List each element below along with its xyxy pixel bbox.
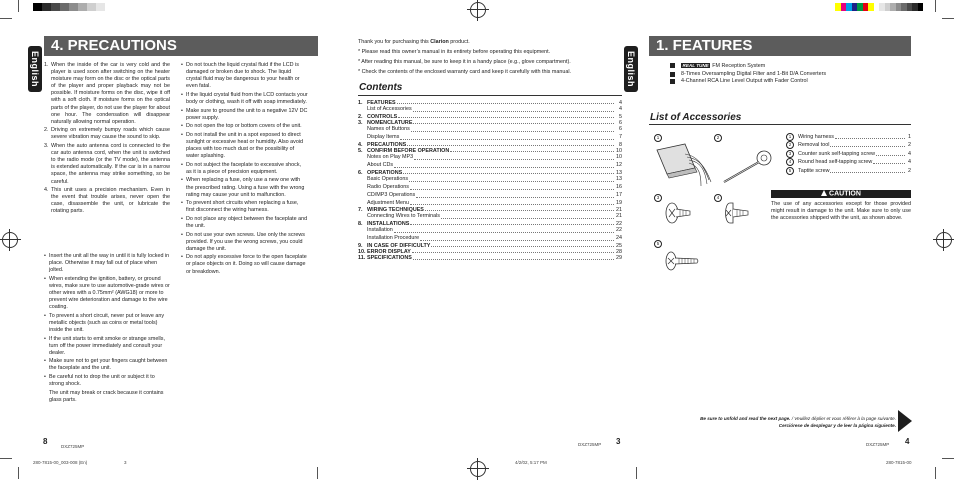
bullet-item — [181, 108, 308, 122]
crop-mark — [18, 0, 19, 12]
toc-number: 7. — [358, 207, 363, 214]
toc-number — [358, 126, 367, 134]
bullet-icon: • — [181, 131, 183, 138]
bullet-item — [181, 232, 308, 253]
toc-entry — [358, 162, 622, 170]
toc-label: WIRING TECHNIQUES — [367, 207, 424, 214]
accessory-number: 5 — [786, 167, 794, 175]
toc-label: Connecting Wires to Terminals — [367, 213, 441, 220]
contents-rule — [358, 95, 622, 96]
toc-number: 5. — [358, 148, 363, 155]
toc-number: 11. — [358, 255, 366, 262]
square-bullet-icon — [670, 63, 675, 68]
toc-label: CONFIRM BEFORE OPERATION — [367, 148, 450, 155]
toc-label: Names of Buttons — [367, 126, 410, 133]
toc-leader — [398, 114, 614, 118]
feature-text-wrap — [681, 71, 826, 79]
precaution-text: When the inside of the car is very cold and the player is used soon after switching on the heater moisture may form on the disc or the optical parts of the player and proper playback may not be possible. If moisture forms on the disc, wipe it off with a soft cloth. If moisture forms on the optical parts of the player, do not use the player for about one hour. The condensation will disappear naturally allowing normal operation. — [51, 62, 170, 125]
toc-page: 8 — [619, 141, 622, 148]
toc-entry — [358, 176, 622, 184]
accessory-number: 3 — [786, 150, 794, 158]
slug-right: 280-7815-00 — [886, 460, 912, 465]
warning-triangle-icon — [821, 190, 827, 196]
toc-entry — [358, 200, 622, 208]
crop-mark — [636, 467, 637, 479]
toc-number: 9. — [358, 243, 363, 250]
precaution-number: 4. — [44, 187, 49, 194]
center-page-number: 3 — [616, 437, 621, 446]
unfold-note — [640, 415, 896, 429]
toc-number: 8. — [358, 221, 363, 228]
bullet-item — [181, 216, 308, 230]
bullet-text: To prevent a short circuit, never put or leave any metallic objects (such as coins or metal tools) inside the unit. — [49, 312, 165, 333]
crop-mark — [935, 0, 936, 12]
toc-entry — [358, 154, 622, 162]
gray-swatch — [87, 3, 96, 11]
toc-number — [358, 235, 367, 243]
accessory-leader — [830, 141, 905, 147]
toc-leader — [413, 106, 614, 112]
precaution-number: 3. — [44, 143, 49, 150]
toc-number — [358, 184, 367, 192]
toc-page: 4 — [619, 100, 622, 106]
crop-mark — [942, 458, 954, 459]
accessory-qty: 2 — [908, 167, 911, 174]
bullet-text: Do not open the top or bottom covers of the unit. — [186, 123, 302, 130]
bullet-item — [181, 132, 308, 160]
intro-line-2: * After reading this manual, be sure to keep it in a handy place (e.g., glove compartment). — [358, 59, 571, 65]
round-head-screw-illustration — [722, 200, 750, 226]
caution-text: The use of any accessories except for those provided might result in damage to the unit. Make sure to only use the accessories shipped with the unit, as shown above. — [771, 201, 911, 222]
bullet-continuation: The unit may break or crack because it contains glass parts. — [49, 389, 164, 403]
feature-text-wrap — [681, 78, 808, 86]
crop-mark — [935, 467, 936, 479]
toc-leader — [397, 100, 614, 104]
feature-item — [670, 78, 910, 86]
accessory-qty: 4 — [908, 150, 911, 157]
accessory-item — [786, 150, 911, 158]
toc-page: 22 — [616, 227, 622, 234]
toc-number: 4. — [358, 141, 363, 148]
crop-mark — [18, 467, 19, 479]
intro-line-1: * Please read this owner’s manual in its entirety before operating this equipment. — [358, 49, 551, 55]
wiring-harness-illustration — [655, 140, 715, 188]
gray-swatch — [33, 3, 42, 11]
next-page-arrow-icon — [898, 410, 912, 432]
gray-swatch — [60, 3, 69, 11]
accessory-number-wrap — [786, 158, 798, 166]
gray-swatch — [96, 3, 105, 11]
features-title: 1. FEATURES — [649, 36, 911, 56]
toc-label: Display Items — [367, 134, 400, 141]
toc-label: Basic Operations — [367, 176, 409, 183]
accessory-label: Taptite screw — [798, 167, 830, 174]
bullet-icon: • — [44, 275, 46, 282]
toc-leader — [431, 243, 614, 247]
toc-leader — [410, 184, 614, 190]
accessory-number: 4 — [786, 158, 794, 166]
toc-page: 29 — [616, 255, 622, 262]
toc-page: 6 — [619, 126, 622, 133]
bullet-text: When replacing a fuse, only use a new one with the prescribed rating. Using a fuse with the wrong rating may cause your unit to malfunction. — [186, 177, 305, 198]
feature-item — [670, 62, 910, 71]
feature-text: FM Reception System — [712, 63, 766, 69]
toc-page: 21 — [616, 207, 622, 214]
toc-leader — [413, 255, 614, 259]
toc-number — [358, 227, 367, 235]
registration-mark-top — [470, 2, 486, 18]
callout-2: 2 — [714, 134, 722, 142]
toc-leader — [409, 176, 614, 182]
toc-page: 22 — [616, 221, 622, 228]
square-bullet-icon — [670, 79, 675, 84]
toc-label: IN CASE OF DIFFICULTY — [367, 243, 431, 250]
bullet-item — [181, 62, 308, 90]
precaution-number: 1. — [44, 62, 49, 68]
table-of-contents — [358, 100, 622, 262]
accessory-label: Removal tool — [798, 142, 830, 149]
accessory-number-wrap — [786, 141, 798, 149]
precautions-title: 4. PRECAUTIONS — [44, 36, 318, 56]
toc-label: List of Accessories — [367, 106, 412, 113]
toc-label: Adjustment Menu — [367, 199, 409, 206]
accessory-item — [786, 133, 911, 141]
toc-leader — [411, 126, 614, 132]
toc-leader — [410, 200, 614, 206]
realtune-logo: REAL TUNE — [682, 63, 709, 68]
english-language-tab-right: English — [624, 46, 638, 92]
gray-swatch — [51, 3, 60, 11]
bullet-item — [181, 177, 308, 198]
intro-thanks: Thank you for purchasing this Clarion product. — [358, 39, 470, 45]
bullet-icon: • — [181, 91, 183, 98]
intro-line-3: * Check the contents of the enclosed warranty card and keep it carefully with this manual. — [358, 69, 572, 75]
bullet-item — [181, 123, 308, 130]
countersunk-screw-illustration — [664, 200, 692, 226]
precaution-text: Driving on extremely bumpy roads which cause severe vibration may cause the sound to skip. — [51, 127, 170, 141]
registration-mark-left — [2, 232, 18, 248]
toc-entry — [358, 255, 622, 261]
accessory-qty: 2 — [908, 142, 911, 149]
toc-leader — [403, 170, 614, 174]
toc-entry — [358, 106, 622, 114]
callout-4: 4 — [714, 194, 722, 202]
toc-label: Notes on Play MP3 — [367, 154, 414, 161]
toc-page: 13 — [616, 176, 622, 183]
feature-text-wrap — [681, 62, 765, 71]
toc-label: Installation — [367, 227, 393, 234]
bullet-item — [181, 200, 308, 214]
toc-leader — [441, 213, 614, 219]
accessory-item — [786, 167, 911, 175]
removal-tool-illustration — [720, 148, 774, 186]
toc-number — [358, 192, 367, 200]
precautions-bullets-left — [44, 253, 170, 404]
crop-mark — [0, 458, 12, 459]
toc-page: 10 — [616, 154, 622, 161]
toc-page: 24 — [616, 235, 622, 242]
accessory-label: Round head self-tapping screw — [798, 159, 873, 166]
bullet-icon: • — [44, 253, 46, 259]
bullet-text: To prevent short circuits when replacing a fuse, first disconnect the wiring harness. — [186, 200, 299, 214]
precaution-number: 2. — [44, 127, 49, 134]
taptite-screw-illustration — [664, 249, 700, 273]
toc-page: 7 — [619, 134, 622, 141]
precautions-bullets-right — [181, 62, 308, 277]
bullet-icon: • — [181, 215, 183, 222]
toc-label: Installation Procedure — [367, 235, 420, 242]
bullet-text: Do not place any object between the faceplate and the unit. — [186, 215, 308, 229]
toc-label: OPERATIONS — [367, 169, 403, 176]
toc-number — [358, 162, 367, 170]
accessory-number-wrap — [786, 167, 798, 175]
bullet-icon: • — [44, 374, 46, 380]
bullet-text: If the liquid crystal fluid from the LCD contacts your body or clothing, wash it off with soap immediately. — [186, 91, 308, 105]
accessory-leader — [876, 150, 905, 156]
callout-5: 5 — [654, 240, 662, 248]
bullet-item — [44, 336, 170, 357]
toc-label: INSTALLATIONS — [367, 221, 410, 228]
accessory-number: 1 — [786, 133, 794, 141]
precaution-item — [44, 143, 170, 186]
toc-page: 5 — [619, 113, 622, 120]
toc-number — [358, 106, 367, 114]
toc-leader — [416, 192, 614, 198]
toc-label: NOMENCLATURE — [367, 120, 413, 127]
toc-number: 3. — [358, 120, 363, 127]
toc-page: 28 — [616, 249, 622, 256]
toc-entry — [358, 213, 622, 221]
precautions-numbered-list — [44, 62, 170, 217]
accessory-leader — [873, 158, 905, 164]
color-swatch — [918, 3, 924, 11]
toc-page: 6 — [619, 120, 622, 127]
bullet-item — [181, 254, 308, 275]
bullet-text: Do not touch the liquid crystal fluid if the LCD is damaged or broken due to shock. The liquid crystal fluid may be dangerous to your health or even fatal. — [186, 62, 300, 90]
toc-leader — [414, 154, 614, 160]
toc-page: 19 — [616, 199, 622, 206]
toc-page: 25 — [616, 243, 622, 250]
feature-text: 8-Times Oversampling Digital Filter and 1-Bit D/A Converters — [681, 70, 827, 77]
toc-entry — [358, 184, 622, 192]
gray-swatch — [42, 3, 51, 11]
accessory-label: Counter sunk self-tapping screw — [798, 150, 876, 157]
precaution-text: This unit uses a precision mechanism. Even in the event that trouble arises, never open the case, disassemble the unit, or lubricate the rotating parts. — [51, 187, 170, 215]
bullet-text: If the unit starts to emit smoke or strange smells, turn off the power immediately and consult your dealer. — [49, 335, 165, 356]
precaution-item — [44, 62, 170, 126]
square-bullet-icon — [670, 72, 675, 77]
bullet-text: When extending the ignition, battery, or ground wires, make sure to use automotive-grade wires or other wires with a 0.75mm² (AWG18) or more to prevent wire deterioration and damage to the wire coating. — [49, 275, 170, 311]
english-language-tab: English — [28, 46, 42, 92]
toc-entry — [358, 227, 622, 235]
unfold-note-bold: Be sure to unfold and read the next page. — [700, 416, 791, 421]
crop-mark — [942, 18, 954, 19]
grayscale-color-bar — [33, 3, 105, 11]
bullet-icon: • — [44, 312, 46, 319]
toc-page: 4 — [619, 106, 622, 113]
toc-number: 2. — [358, 113, 363, 120]
toc-leader — [410, 221, 614, 225]
feature-text: 4-Channel RCA Line Level Output with Fader Control — [681, 78, 808, 85]
bullet-text: Do not install the unit in a spot exposed to direct sunlight or excessive heat or humidity. Also avoid places with too much dust or the possibility of water splashing. — [186, 131, 304, 160]
toc-label: CONTROLS — [367, 113, 398, 120]
callout-1: 1 — [654, 134, 662, 142]
toc-number: 10. — [358, 249, 366, 256]
bullet-item — [44, 374, 170, 388]
toc-number — [358, 200, 367, 208]
accessories-rule — [649, 124, 911, 125]
toc-page: 16 — [616, 183, 622, 190]
bullet-item — [44, 253, 170, 274]
toc-number: 6. — [358, 169, 363, 176]
callout-3: 3 — [654, 194, 662, 202]
gray-swatch — [78, 3, 87, 11]
bullet-text: Be careful not to drop the unit or subject it to strong shock. — [49, 374, 155, 388]
accessory-qty: 4 — [908, 159, 911, 166]
accessory-label: Wiring harness — [798, 134, 834, 140]
right-page-number: 4 — [905, 437, 910, 446]
toc-leader — [400, 134, 614, 140]
right-page-model: DXZ725MP — [866, 442, 890, 447]
contents-heading: Contents — [359, 82, 403, 93]
toc-leader — [413, 120, 614, 124]
precaution-item — [44, 127, 170, 141]
bullet-text: Make sure not to get your fingers caught between the faceplate and the unit. — [49, 358, 168, 372]
slug-left: 280-7815-00_003-008 (En) — [33, 460, 88, 465]
toc-label: CD/MP3 Operations — [367, 191, 416, 198]
toc-leader — [394, 162, 614, 168]
toc-leader — [412, 249, 614, 253]
toc-entry — [358, 126, 622, 134]
features-list — [670, 62, 910, 86]
bullet-icon: • — [181, 200, 183, 207]
accessories-heading: List of Accessories — [650, 112, 742, 123]
slug-center: 4/2/02, 5:17 PM — [515, 460, 547, 465]
feature-item — [670, 71, 910, 79]
registration-mark-bottom — [470, 461, 486, 477]
toc-leader — [420, 235, 614, 241]
accessory-number-wrap — [786, 133, 798, 141]
bullet-icon: • — [181, 123, 183, 130]
gray-swatch — [69, 3, 78, 11]
accessory-item — [786, 141, 911, 149]
toc-label: Radio Operations — [367, 183, 409, 190]
toc-label: SPECIFICATIONS — [367, 255, 412, 262]
toc-leader — [394, 227, 614, 233]
toc-leader — [407, 142, 614, 146]
accessory-number: 2 — [786, 141, 794, 149]
precaution-text: When the auto antenna cord is connected to the car auto antenna cord, when the unit is switched to the radio mode (or the TV mode), the antenna is extended automatically. If the car is in a narrow space, the antenna may strike something, so be careful. — [51, 143, 170, 185]
toc-label: PRECAUTIONS — [367, 141, 407, 148]
toc-number — [358, 213, 367, 221]
accessory-number-wrap — [786, 150, 798, 158]
bullet-text: Make sure to ground the unit to a negative 12V DC power supply. — [186, 107, 308, 121]
bullet-item — [44, 313, 170, 334]
bullet-icon: • — [181, 107, 183, 114]
accessory-item — [786, 158, 911, 166]
toc-number — [358, 134, 367, 142]
toc-label: FEATURES — [367, 100, 396, 106]
bullet-item — [44, 276, 170, 311]
toc-label: About CDs — [367, 162, 394, 169]
crop-mark — [317, 467, 318, 479]
bullet-icon: • — [181, 161, 183, 168]
registration-mark-right — [936, 232, 952, 248]
intro-block — [358, 37, 628, 77]
accessory-leader — [835, 133, 905, 139]
toc-label: ERROR DISPLAY — [367, 249, 411, 256]
left-page-model: DXZ725MP — [61, 444, 85, 449]
color-calibration-bar — [835, 3, 923, 11]
bullet-icon: • — [181, 62, 183, 68]
bullet-item — [181, 92, 308, 106]
bullet-icon: • — [181, 254, 183, 261]
center-page-model: DXZ725MP — [578, 442, 602, 447]
toc-page: 12 — [616, 162, 622, 169]
bullet-icon: • — [181, 177, 183, 184]
precaution-item — [44, 187, 170, 215]
accessory-qty: 1 — [908, 134, 911, 140]
toc-number — [358, 176, 367, 184]
left-page-number: 8 — [43, 437, 48, 446]
bullet-item — [44, 358, 170, 372]
toc-number: 1. — [358, 100, 363, 106]
unfold-note-spanish: Cerciórese de desplegar y de leer la página siguiente. — [778, 423, 896, 428]
slug-center-left: 3 — [124, 460, 127, 465]
bullet-item — [181, 162, 308, 176]
accessory-leader — [830, 167, 905, 173]
bullet-icon: • — [44, 335, 46, 342]
bullet-text: Do not subject the faceplate to excessive shock, as it is a piece of precision equipment. — [186, 161, 302, 175]
caution-box: CAUTION — [771, 190, 911, 198]
brand-name: Clarion — [430, 39, 449, 45]
toc-leader — [425, 207, 614, 211]
toc-number — [358, 154, 367, 162]
toc-page: 10 — [616, 148, 622, 155]
crop-mark — [0, 18, 12, 19]
toc-page: 17 — [616, 191, 622, 198]
bullet-icon: • — [44, 358, 46, 365]
toc-entry — [358, 235, 622, 243]
bullet-text: Do not apply excessive force to the open faceplate or place objects on it. Doing so will cause damage or breakdown. — [186, 254, 307, 275]
toc-entry — [358, 134, 622, 142]
bullet-text: Insert the unit all the way in until it is fully locked in place. Otherwise it may fall out of place when jolted. — [49, 253, 170, 274]
toc-page: 13 — [616, 169, 622, 176]
bullet-text: Do not use your own screws. Use only the screws provided. If you use the wrong screws, you could damage the unit. — [186, 231, 305, 252]
toc-page: 21 — [616, 213, 622, 220]
bullet-icon: • — [181, 231, 183, 238]
unfold-note-french: / Veuillez déplier et vous référer à la page suivante. — [790, 416, 896, 421]
toc-entry — [358, 192, 622, 200]
toc-leader — [450, 148, 614, 152]
accessories-list — [786, 133, 911, 175]
